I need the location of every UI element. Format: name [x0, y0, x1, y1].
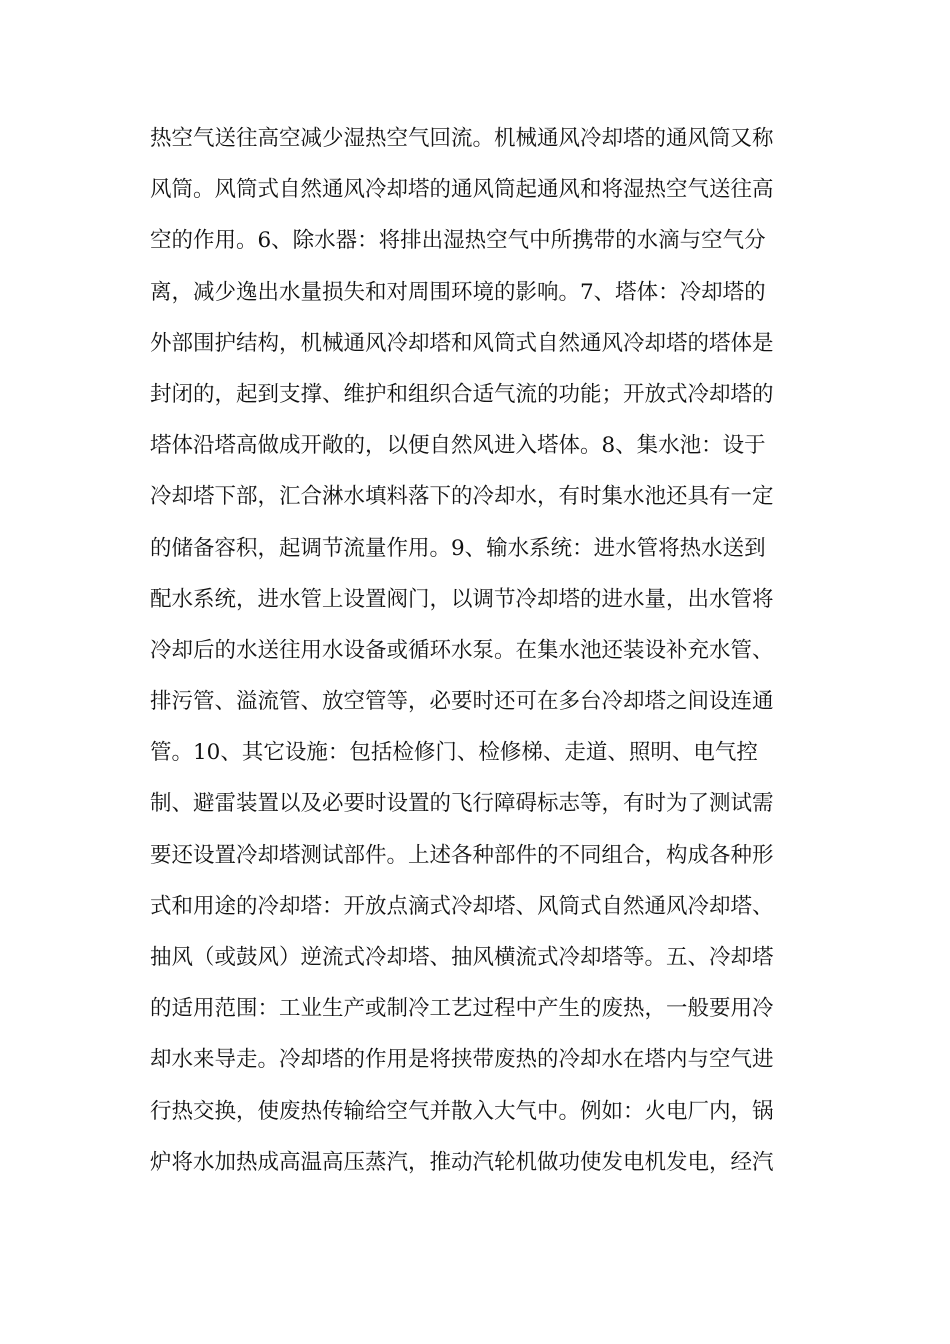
text-line: 却水来导走。冷却塔的作用是将挟带废热的冷却水在塔内与空气进 — [150, 1047, 774, 1073]
text-line: 行热交换，使废热传输给空气并散入大气中。例如：火电厂内，锅 — [150, 1098, 774, 1124]
text-line: 式和用途的冷却塔：开放点滴式冷却塔、风筒式自然通风冷却塔、 — [150, 893, 774, 919]
text-line: 离，减少逸出水量损失和对周围环境的影响。7、塔体：冷却塔的 — [150, 279, 766, 305]
text-line: 抽风（或鼓风）逆流式冷却塔、抽风横流式冷却塔等。五、冷却塔 — [150, 945, 774, 970]
text-line: 的适用范围：工业生产或制冷工艺过程中产生的废热，一般要用冷 — [150, 996, 774, 1022]
text-line: 热空气送往高空减少湿热空气回流。机械通风冷却塔的通风筒又称 — [150, 126, 774, 151]
text-line: 配水系统，进水管上设置阀门，以调节冷却塔的进水量，出水管将 — [150, 586, 774, 612]
text-line: 的储备容积，起调节流量作用。9、输水系统：进水管将热水送到 — [150, 535, 766, 561]
text-line: 冷却后的水送往用水设备或循环水泵。在集水池还装设补充水管、 — [150, 637, 774, 663]
text-line: 塔体沿塔高做成开敞的，以便自然风进入塔体。8、集水池：设于 — [150, 433, 766, 459]
text-line: 要还设置冷却塔测试部件。上述各种部件的不同组合，构成各种形 — [150, 842, 774, 868]
text-line: 风筒。风筒式自然通风冷却塔的通风筒起通风和将湿热空气送往高 — [150, 177, 774, 203]
text-line: 制、避雷装置以及必要时设置的飞行障碍标志等，有时为了测试需 — [150, 791, 774, 817]
text-line: 炉将水加热成高温高压蒸汽，推动汽轮机做功使发电机发电，经汽 — [150, 1149, 774, 1175]
text-line: 外部围护结构，机械通风冷却塔和风筒式自然通风冷却塔的塔体是 — [150, 330, 774, 356]
text-line: 排污管、溢流管、放空管等，必要时还可在多台冷却塔之间设连通 — [150, 689, 774, 715]
body-text — [150, 113, 810, 1188]
text-line: 冷却塔下部，汇合淋水填料落下的冷却水，有时集水池还具有一定 — [150, 484, 774, 510]
text-line: 空的作用。6、除水器：将排出湿热空气中所携带的水滴与空气分 — [150, 228, 766, 254]
text-line: 封闭的，起到支撑、维护和组织合适气流的功能；开放式冷却塔的 — [150, 381, 774, 407]
text-line: 管。10、其它设施：包括检修门、检修梯、走道、照明、电气控 — [150, 740, 758, 766]
